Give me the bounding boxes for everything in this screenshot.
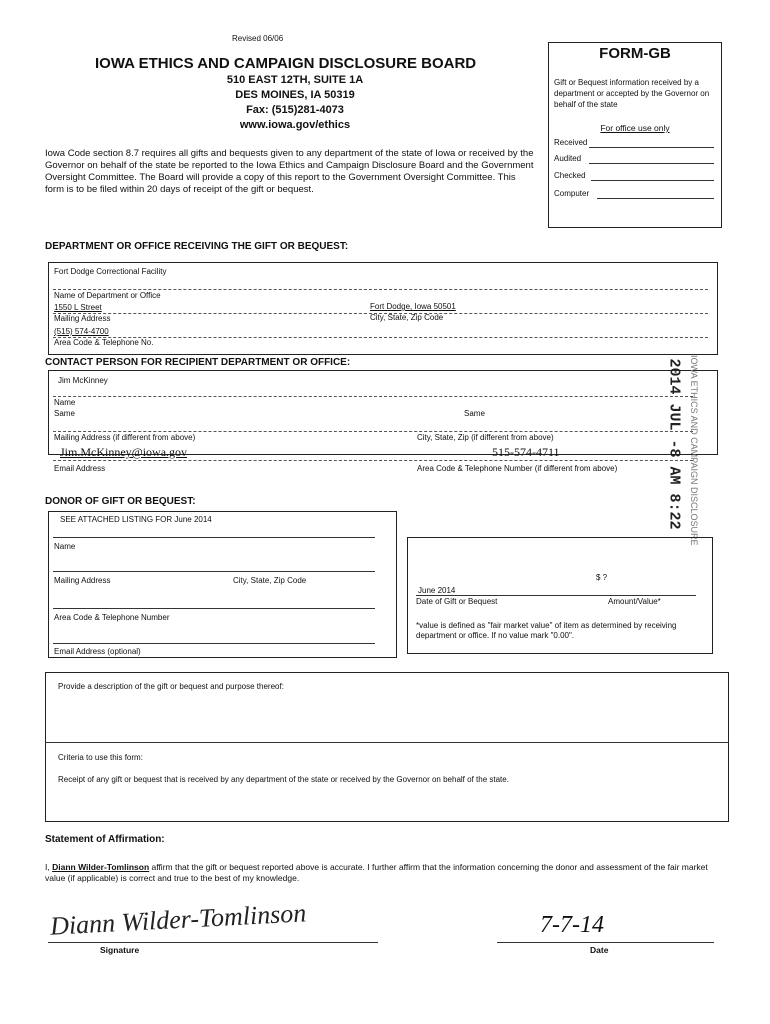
dept-name-label: Name of Department or Office [54,291,161,300]
dept-street-value: 1550 L Street [54,303,102,312]
gift-amount-label: Amount/Value* [608,597,661,606]
contact-name-label: Name [54,398,76,407]
audited-line [589,163,714,164]
gift-date-label: Date of Gift or Bequest [416,597,498,606]
gift-date-value: June 2014 [418,586,456,595]
contact-same-1: Same [54,409,75,418]
date-label: Date [590,945,609,955]
form-gb-desc: Gift or Bequest information received by a department or accepted by the Governor on behalf of the state [554,78,710,109]
signature-label: Signature [100,945,140,955]
donor-name-label: Name [54,542,76,551]
donor-phone-label: Area Code & Telephone Number [54,613,170,622]
description-divider [45,742,729,743]
website-line: www.iowa.gov/ethics [239,119,351,131]
donor-email-label: Email Address (optional) [54,647,141,656]
org-title: IOWA ETHICS AND CAMPAIGN DISCLOSURE BOARD [95,55,477,72]
contact-phone-label: Area Code & Telephone Number (if different from above) [417,464,618,473]
contact-name-line [53,396,693,397]
checked-label: Checked [554,171,586,180]
donor-phone-line [53,608,375,609]
dept-city-label: City, State, Zip Code [370,313,444,322]
criteria-text: Receipt of any gift or bequest that is received by any department of the state or received by the Governor on behalf of the state. [58,775,509,784]
donor-listing: SEE ATTACHED LISTING FOR June 2014 [60,515,212,524]
signature-image: Diann Wilder-Tomlinson [49,898,307,941]
gift-amount-value: $ ? [596,573,608,582]
form-gb-box [548,42,722,228]
contact-email-value: Jim.McKinney@iowa.gov [60,445,188,459]
received-stamp-office: IOWA ETHICS AND CAMPAIGN DISCLOSURE [689,355,699,546]
donor-address-line [53,571,375,572]
dept-name-line [53,289,708,290]
affirmation-heading: Statement of Affirmation: [45,834,165,845]
dept-mailing-label: Mailing Address [54,314,111,323]
affirmation-text [45,862,717,884]
contact-phone-value: 515-574-4711 [492,445,560,459]
dept-phone-value: (515) 574-4700 [54,327,109,336]
signature-line [48,942,378,943]
contact-heading: CONTACT PERSON FOR RECIPIENT DEPARTMENT OR OFFICE: [45,357,351,368]
description-label: Provide a description of the gift or bequest and purpose thereof: [58,682,284,691]
dept-name-value: Fort Dodge Correctional Facility [54,267,167,276]
addr-line-1: 510 EAST 12TH, SUITE 1A [226,74,364,86]
contact-name-value: Jim McKinney [58,376,108,385]
dept-phone-label: Area Code & Telephone No. [54,338,154,347]
gift-value-note: *value is defined as "fair market value" of item as determined by receiving department or office. If no value mark "0.00". [416,621,677,640]
org-address [180,73,410,133]
checked-line [591,180,714,181]
donor-email-line [53,643,375,644]
donor-name-line [53,537,375,538]
received-label: Received [554,138,588,147]
donor-mailing-label: Mailing Address [54,576,111,585]
contact-same-2: Same [464,409,485,418]
contact-mailing-label: Mailing Address (if different from above) [54,433,196,442]
office-use-label: For office use only [600,123,670,133]
revised-date: Revised 06/06 [232,34,284,43]
criteria-label: Criteria to use this form: [58,753,143,762]
gift-date-line [416,595,696,596]
contact-email-line [53,460,693,461]
computer-label: Computer [554,189,590,198]
received-line [589,147,714,148]
description-box [45,672,729,822]
signature-date-value: 7-7-14 [540,912,604,938]
donor-heading: DONOR OF GIFT OR BEQUEST: [45,496,196,507]
dept-city-value: Fort Dodge, Iowa 50501 [370,302,456,311]
computer-line [597,198,714,199]
contact-email-label: Email Address [54,464,106,473]
affirmation-prefix: I, [45,862,53,872]
dept-heading: DEPARTMENT OR OFFICE RECEIVING THE GIFT OR BEQUEST: [45,241,349,252]
contact-box [48,370,718,455]
audited-label: Audited [554,154,582,163]
form-gb-title: FORM-GB [599,45,671,62]
affirmation-body: affirm that the gift or bequest reported above is accurate. I further affirm that the information concerning the donor and assessment of the fair market value (if applicable) is correct and true to the best of my knowledge. [45,862,708,883]
donor-city-label: City, State, Zip Code [233,576,307,585]
intro-text: Iowa Code section 8.7 requires all gifts and bequests given to any department of the state of Iowa or received by the Governor on behalf of the state be reported to the Iowa Ethics and Campaign Disclosure Board and the Government Oversight Committee. The Board will provide a copy of this report to the Government Oversight Committee. This form is to be filed within 20 days of receipt of the gift or bequest. [45,148,534,195]
addr-line-2: DES MOINES, IA 50319 [235,89,355,101]
affirmant-name: Diann Wilder-Tomlinson [52,862,150,872]
fax-line: Fax: (515)281-4073 [246,104,344,116]
contact-city-label: City, State, Zip (if different from above) [417,433,554,442]
date-line [497,942,714,943]
received-stamp-date: 2014 JUL -8 AM 8:22 [665,358,683,530]
contact-address-line [53,431,693,432]
